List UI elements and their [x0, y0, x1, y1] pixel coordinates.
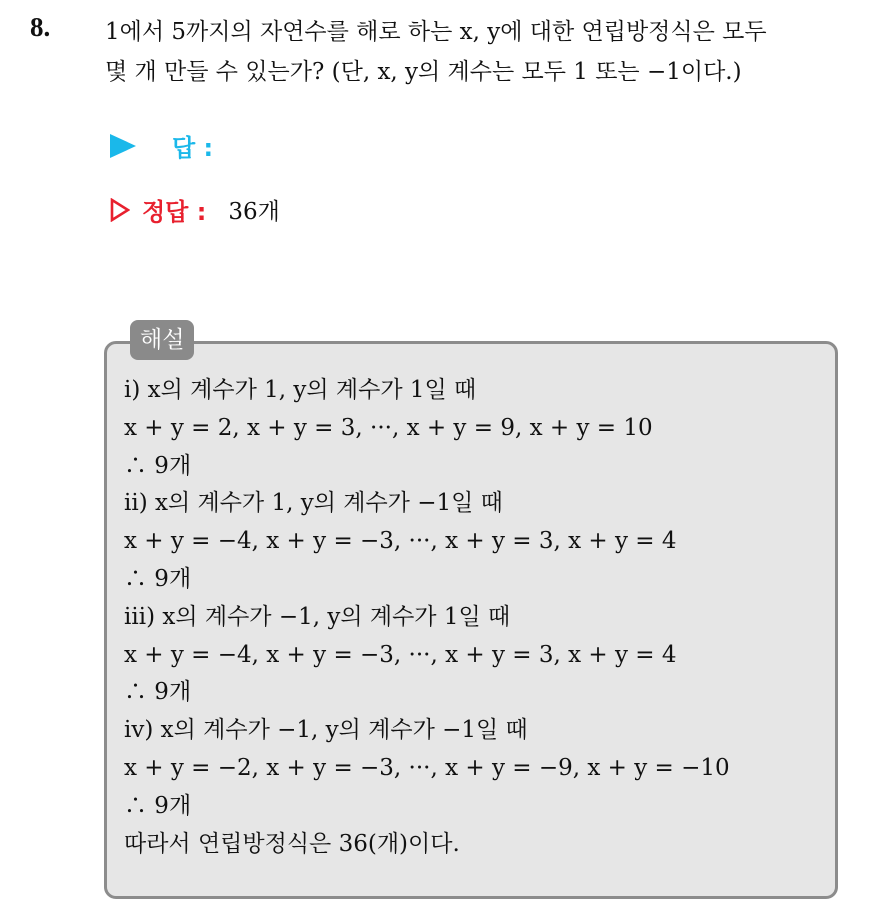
correct-answer-label: 정답 :: [142, 198, 207, 226]
explanation-line: ∴ 9개: [124, 452, 192, 479]
outline-arrow-icon: [110, 198, 130, 222]
explanation-line: ⅱ) x의 계수가 1, y의 계수가 −1일 때: [124, 490, 503, 517]
answer-label: 답 :: [172, 134, 214, 162]
explanation-line: ∴ 9개: [124, 792, 192, 819]
explanation-title: 해설: [130, 320, 194, 360]
question-text: [105, 12, 875, 92]
correct-answer-row: [110, 192, 280, 227]
question-line: 1에서 5까지의 자연수를 해로 하는 x, y에 대한 연립방정식은 모두: [105, 19, 767, 45]
question-number: 8.: [30, 12, 51, 42]
explanation-line: x + y = 2, x + y = 3, ···, x + y = 9, x + y = 10: [124, 414, 653, 441]
correct-answer-value: 36개: [228, 199, 280, 225]
explanation-line: ⅲ) x의 계수가 −1, y의 계수가 1일 때: [124, 603, 511, 630]
explanation-line: ∴ 9개: [124, 565, 192, 592]
answer-row: [110, 128, 213, 163]
explanation-line: ⅳ) x의 계수가 −1, y의 계수가 −1일 때: [124, 717, 528, 744]
explanation-line: x + y = −4, x + y = −3, ···, x + y = 3, x + y = 4: [124, 641, 677, 668]
explanation-line: x + y = −2, x + y = −3, ···, x + y = −9, x + y = −10: [124, 754, 730, 781]
explanation-line: 따라서 연립방정식은 36(개)이다.: [124, 830, 460, 857]
explanation-content: [124, 372, 730, 863]
explanation-line: ⅰ) x의 계수가 1, y의 계수가 1일 때: [124, 377, 477, 403]
play-arrow-icon: [110, 134, 136, 158]
question-line: 몇 개 만들 수 있는가? (단, x, y의 계수는 모두 1 또는 −1이다.): [105, 59, 742, 85]
explanation-line: ∴ 9개: [124, 679, 192, 706]
explanation-line: x + y = −4, x + y = −3, ···, x + y = 3, x + y = 4: [124, 528, 677, 555]
